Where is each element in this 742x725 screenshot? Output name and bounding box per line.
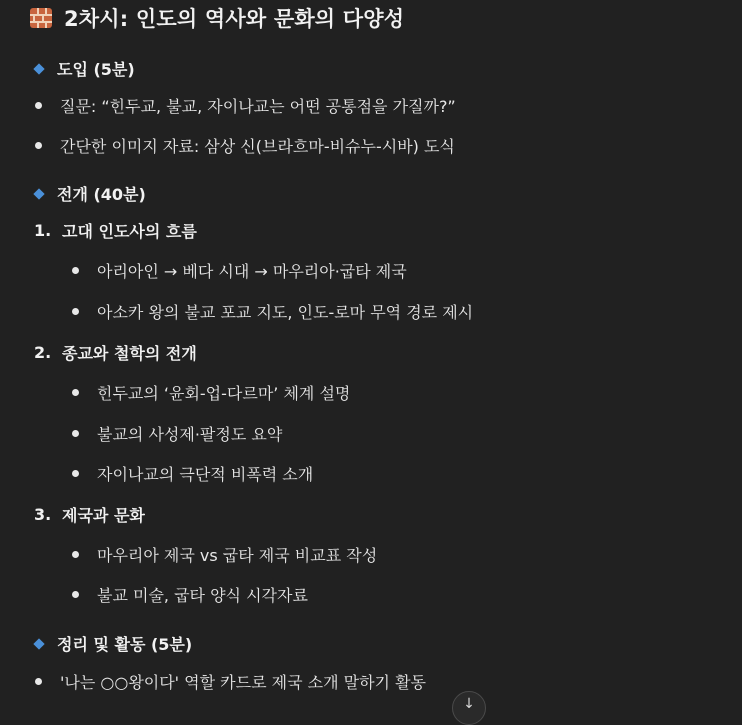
- development-heading: 전개 (40분): [34, 182, 146, 205]
- list-item: 아소카 왕의 불교 포교 지도, 인도-로마 무역 경로 제시: [72, 300, 473, 323]
- diamond-icon: [33, 638, 44, 649]
- list-item: 간단한 이미지 자료: 삼상 신(브라흐마-비슈누-시바) 도식: [35, 134, 455, 157]
- bullet-icon: [72, 430, 79, 437]
- section-heading-2: 2. 종교와 철학의 전개: [34, 343, 197, 363]
- list-item: 마우리아 제국 vs 굽타 제국 비교표 작성: [72, 543, 377, 566]
- wrapup-heading: 정리 및 활동 (5분): [34, 632, 192, 655]
- intro-heading: 도입 (5분): [34, 57, 135, 80]
- bullet-icon: [72, 470, 79, 477]
- scroll-to-bottom-button[interactable]: [452, 691, 486, 725]
- diamond-icon: [33, 188, 44, 199]
- lesson-title: [30, 2, 404, 34]
- list-item: 자이나교의 극단적 비폭력 소개: [72, 462, 313, 485]
- bullet-icon: [72, 591, 79, 598]
- section-heading-3: 3. 제국과 문화: [34, 505, 145, 525]
- list-item: '나는 ○○왕이다' 역할 카드로 제국 소개 말하기 활동: [35, 670, 426, 693]
- bullet-icon: [35, 142, 42, 149]
- bullet-icon: [72, 308, 79, 315]
- bullet-icon: [72, 551, 79, 558]
- bullet-icon: [35, 102, 42, 109]
- arrow-down-icon: ↓: [463, 696, 475, 712]
- page-title: 2차시: 인도의 역사와 문화의 다양성: [64, 7, 405, 31]
- brick-icon: [30, 8, 52, 28]
- bullet-icon: [72, 389, 79, 396]
- list-item: 힌두교의 ‘윤회-업-다르마’ 체계 설명: [72, 381, 350, 404]
- bullet-icon: [35, 678, 42, 685]
- bullet-icon: [72, 267, 79, 274]
- section-heading-1: 1. 고대 인도사의 흐름: [34, 221, 197, 241]
- list-item: 불교의 사성제·팔정도 요약: [72, 422, 282, 445]
- list-item: 질문: “힌두교, 불교, 자이나교는 어떤 공통점을 가질까?”: [35, 94, 456, 117]
- list-item: 불교 미술, 굽타 양식 시각자료: [72, 583, 308, 606]
- diamond-icon: [33, 63, 44, 74]
- list-item: 아리아인 → 베다 시대 → 마우리아·굽타 제국: [72, 259, 407, 282]
